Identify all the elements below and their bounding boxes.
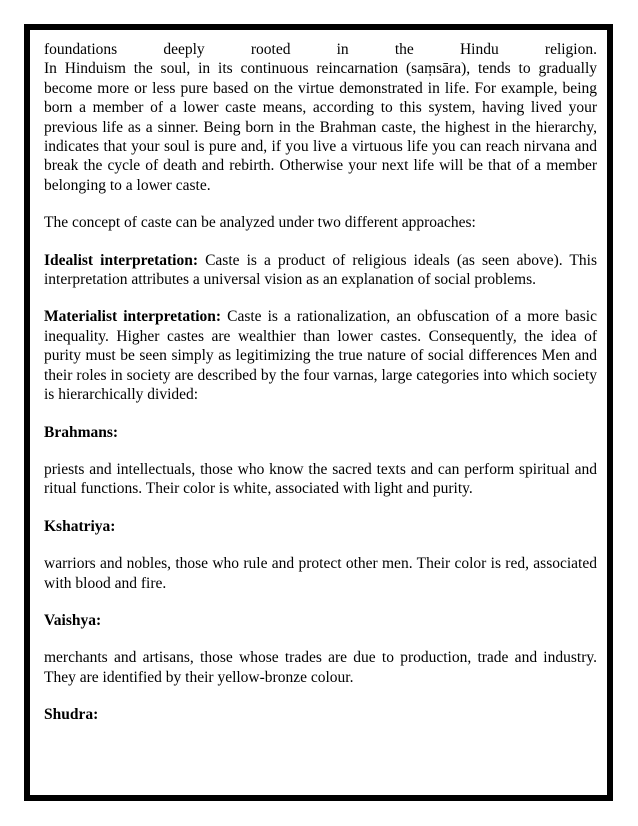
paragraph-materialist-interpretation xyxy=(44,307,597,404)
idealist-text: Caste is a product of religious ideals (as seen above). This interpretation attributes a universal vision as an explanation of social problems. xyxy=(44,251,597,289)
heading-brahmans: Brahmans: xyxy=(44,423,119,441)
paragraph-soul-reincarnation: In Hinduism the soul, in its continuous reincarnation (saṃsāra), tends to gradually become more or less pure based on the virtue demonstrated in life. For example, being born a member of a lower caste means, according to this system, having lived your previous life as a sinner. Being born in the Brahman caste, the highest in the hierarchy, indicates that your soul is pure and, if you live a virtuous life you can reach nirvana and break the cycle of death and rebirth. Otherwise your next life will be that of a member belonging to a lower caste. xyxy=(44,60,597,194)
opening-line-text: foundations deeply rooted in the Hindu religion. xyxy=(44,41,597,58)
idealist-term: Idealist interpretation: xyxy=(44,251,199,269)
heading-kshatriya: Kshatriya: xyxy=(44,517,116,535)
heading-shudra: Shudra: xyxy=(44,706,99,724)
materialist-term: Materialist interpretation: xyxy=(44,308,222,326)
opening-line xyxy=(44,40,597,59)
paragraph-caste-approaches: The concept of caste can be analyzed under two different approaches: xyxy=(44,214,476,232)
document-body xyxy=(44,40,597,725)
heading-vaishya: Vaishya: xyxy=(44,611,102,629)
paragraph-idealist-interpretation xyxy=(44,251,597,290)
materialist-text: Caste is a rationalization, an obfuscation of a more basic inequality. Higher castes are wealthier than lower castes. Consequently, the idea of purity must be seen simply as legitimizing the true nature of social differences Men and their roles in society are described by the four varnas, large categories into which society is hierarchically divided: xyxy=(44,308,597,404)
description-brahmans: priests and intellectuals, those who know the sacred texts and can perform spiritual and ritual functions. Their color is white, associated with light and purity. xyxy=(44,460,597,498)
description-kshatriya: warriors and nobles, those who rule and protect other men. Their color is red, associated with blood and fire. xyxy=(44,555,597,592)
page-border-frame xyxy=(24,24,613,801)
description-vaishya: merchants and artisans, those whose trades are due to production, trade and industry. They are identified by their yellow-bronze colour. xyxy=(44,649,597,686)
